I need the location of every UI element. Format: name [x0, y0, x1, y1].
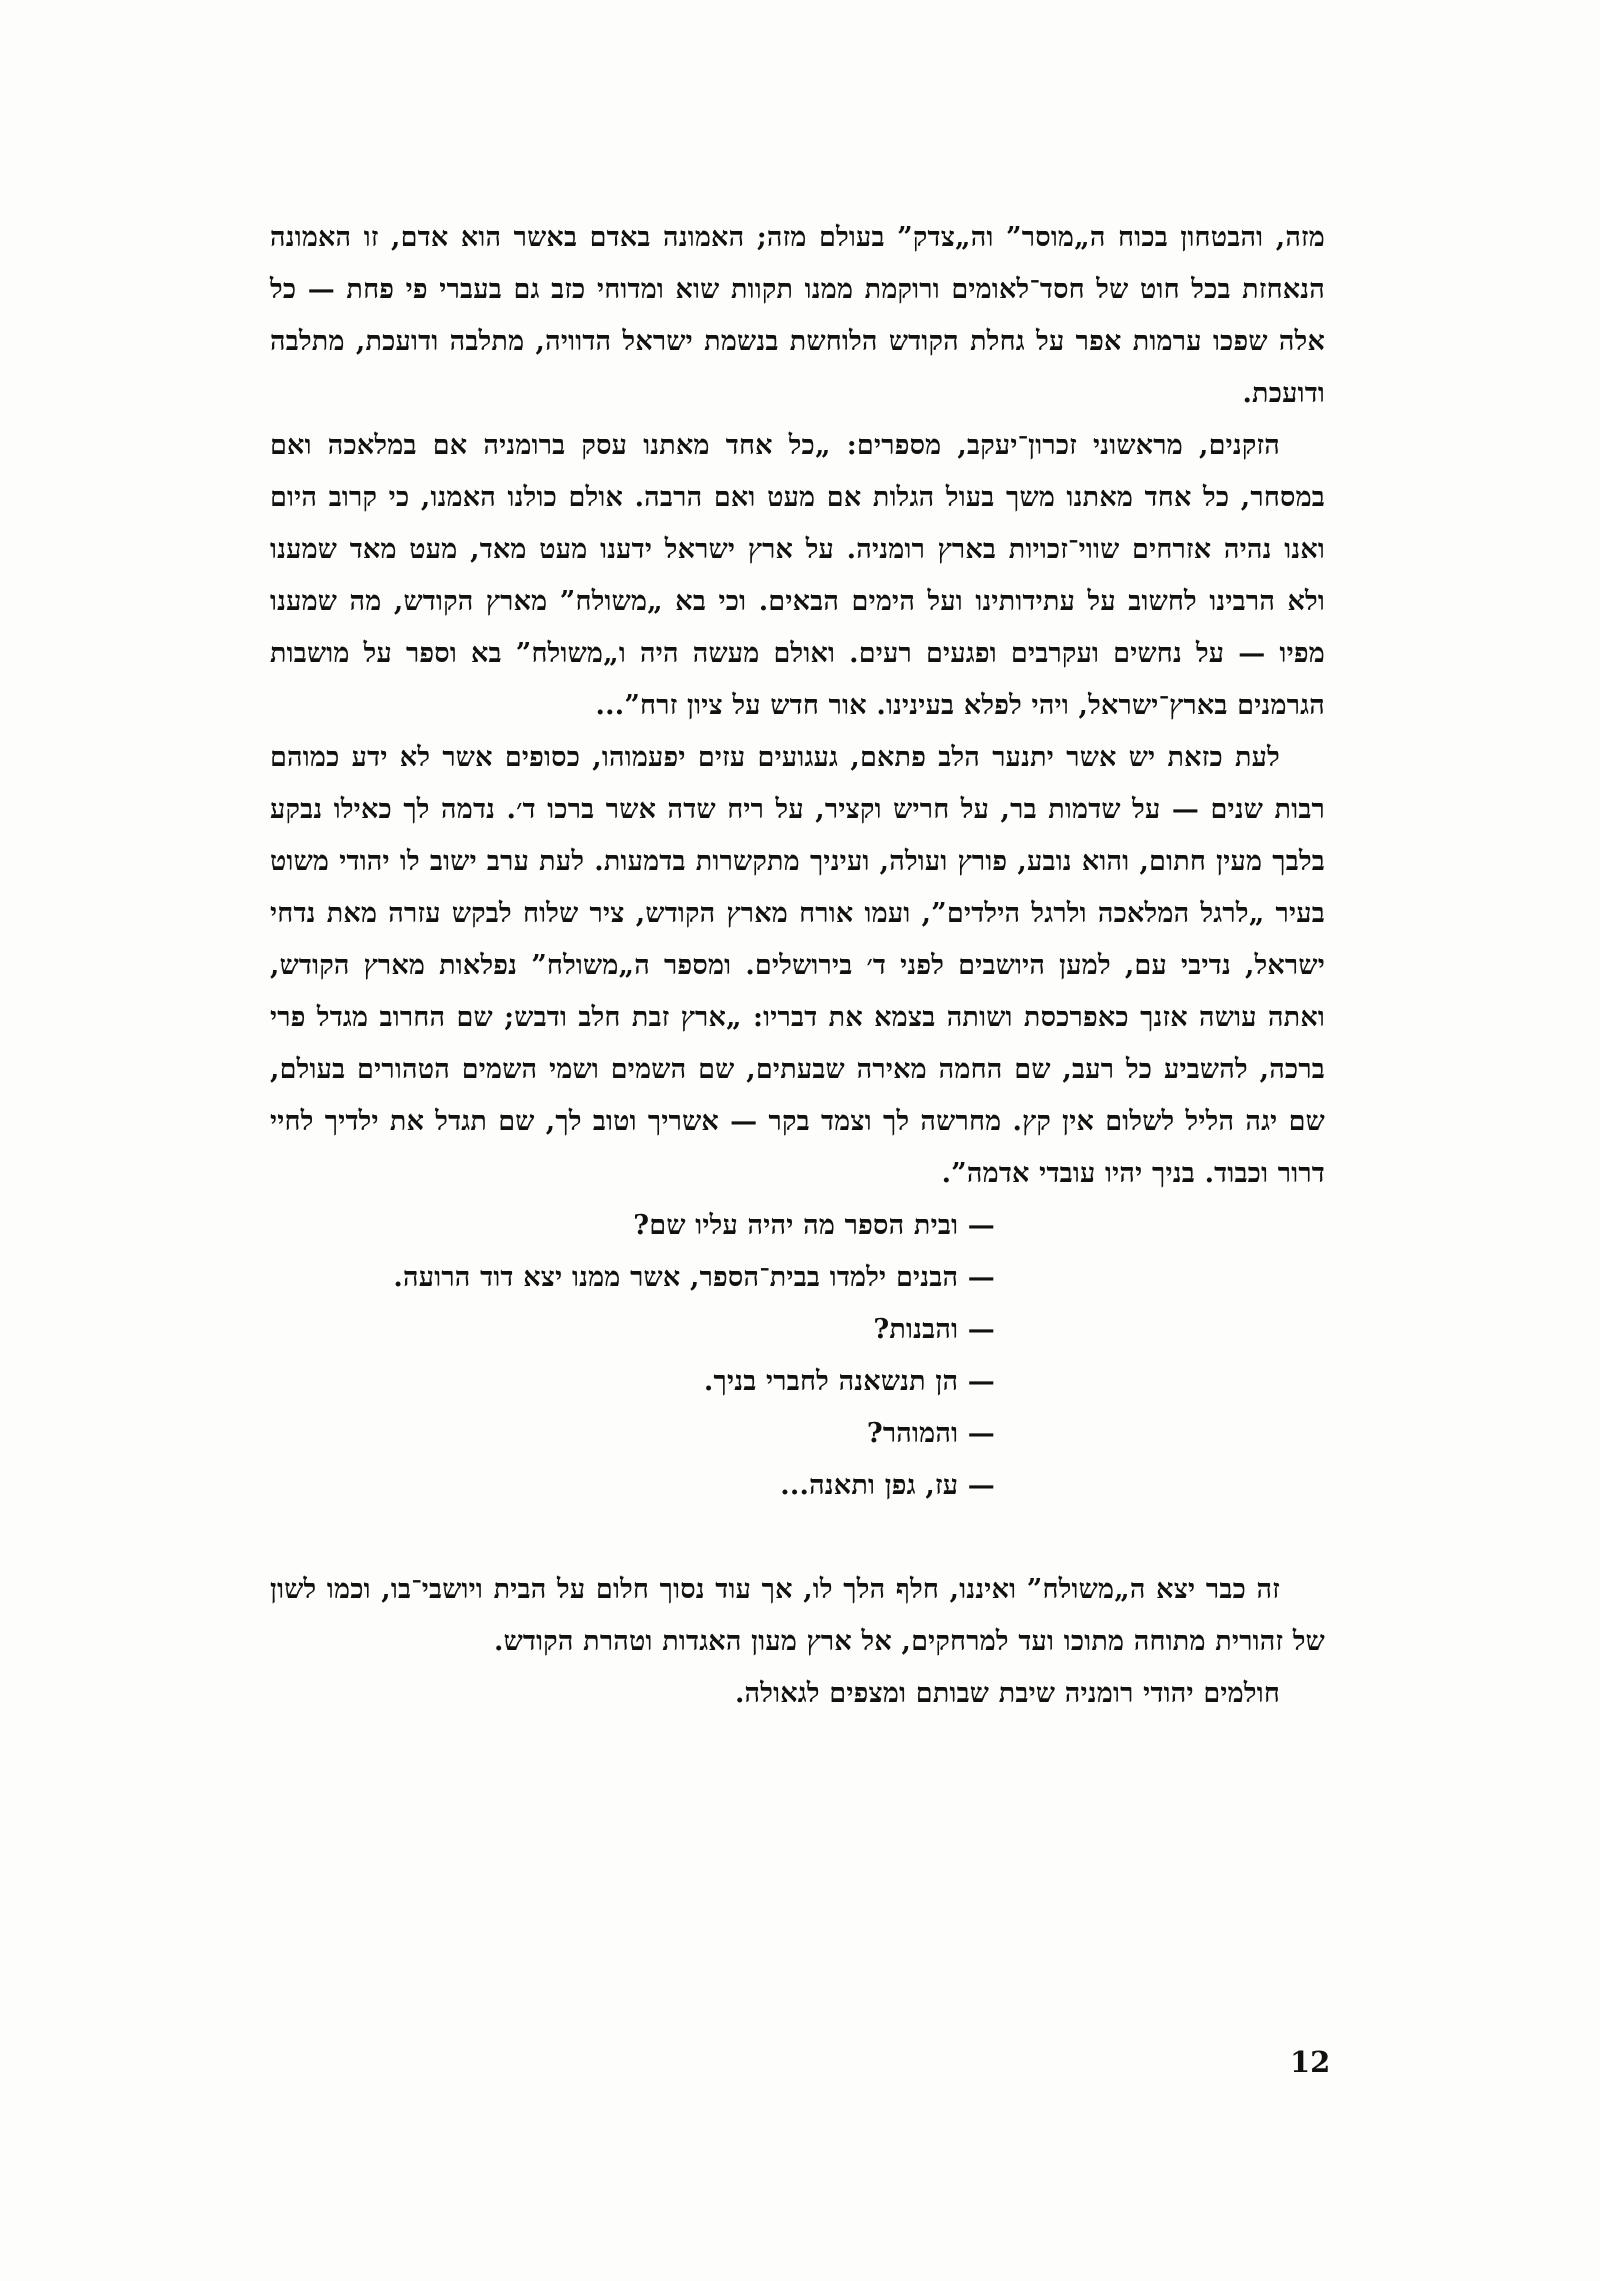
dialogue-line-6: — עז, גפן ותאנה...: [780, 1470, 995, 1501]
dialogue-line-3: — והבנות?: [873, 1314, 995, 1345]
page-body: [270, 212, 1325, 1720]
dialogue-line-4: — הן תנשאנה לחברי בניך.: [703, 1366, 995, 1397]
paragraph-4: זה כבר יצא ה„משולח” ואיננו, חלף הלך לו, אך עוד נסוך חלום על הבית ויושבי־בו, וכמו לשון של זהורית מתוחה מתוכו ועד למרחקים, אל ארץ מעון האגדות וטהרת הקודש.: [270, 1574, 1325, 1657]
dialogue-line-2: — הבנים ילמדו בבית־הספר, אשר ממנו יצא דוד הרועה.: [393, 1262, 995, 1293]
section-spacer: [270, 1512, 1325, 1564]
paragraph-1: מזה, והבטחון בכוח ה„מוסר” וה„צדק” בעולם מזה; האמונה באדם באשר הוא אדם, זו האמונה הנאחזת בכל חוט של חסד־לאומים ורוקמת ממנו תקוות שוא ומדוחי כזב גם בעברי פי פחת — כל אלה שפכו ערמות אפר על גחלת הקודש הלוחשת בנשמת ישראל הדוויה, מתלבה ודועכת, מתלבה ודועכת.: [270, 222, 1325, 409]
paragraph-3: לעת כזאת יש אשר יתנער הלב פתאם, געגועים עזים יפעמוהו, כסופים אשר לא ידע כמוהם רבות שנים — על שדמות בר, על חריש וקציר, על ריח שדה אשר ברכו ד׳. נדמה לך כאילו נבקע בלבך מעין חתום, והוא נובע, פורץ ועולה, ועיניך מתקשרות בדמעות. לעת ערב ישוב לו יהודי משוט בעיר „לרגל המלאכה ולרגל הילדים”, ועמו אורח מארץ הקודש, ציר שלוח לבקש עזרה מאת נדחי ישראל, נדיבי עם, למען היושבים לפני ד׳ בירושלים. ומספר ה„משולח” נפלאות מארץ הקודש, ואתה עושה אזנך כאפרכסת ושותה בצמא את דבריו: „ארץ זבת חלב ודבש; שם החרוב מגדל פרי ברכה, להשביע כל רעב, שם החמה מאירה שבעתים, שם השמים ושמי השמים הטהורים בעולם, שם יגה הליל לשלום אין קץ. מחרשה לך וצמד בקר — אשריך וטוב לך, שם תגדל את ילדיך לחיי דרור וכבוד. בניך יהיו עובדי אדמה”.: [270, 742, 1325, 1189]
paragraph-2: הזקנים, מראשוני זכרון־יעקב, מספרים: „כל אחד מאתנו עסק ברומניה אם במלאכה ואם במסחר, כל אחד מאתנו משך בעול הגלות אם מעט ואם הרבה. אולם כולנו האמנו, כי קרוב היום ואנו נהיה אזרחים שווי־זכויות בארץ רומניה. על ארץ ישראל ידענו מעט מאד, מעט מאד שמענו ולא הרבינו לחשוב על עתידותינו ועל הימים הבאים. וכי בא „משולח” מארץ הקודש, מה שמענו מפיו — על נחשים ועקרבים ופגעים רעים. ואולם מעשה היה ו„משולח” בא וספר על מושבות הגרמנים בארץ־ישראל, ויהי לפלא בעינינו. אור חדש על ציון זרח”...: [270, 430, 1325, 721]
page-number: 12: [1290, 2045, 1331, 2079]
dialogue-line-5: — והמוהר?: [866, 1418, 995, 1449]
dialogue-list: [270, 1200, 1325, 1512]
dialogue-line-1: — ובית הספר מה יהיה עליו שם?: [633, 1210, 995, 1241]
paragraph-5: חולמים יהודי רומניה שיבת שבותם ומצפים לגאולה.: [734, 1678, 1280, 1709]
